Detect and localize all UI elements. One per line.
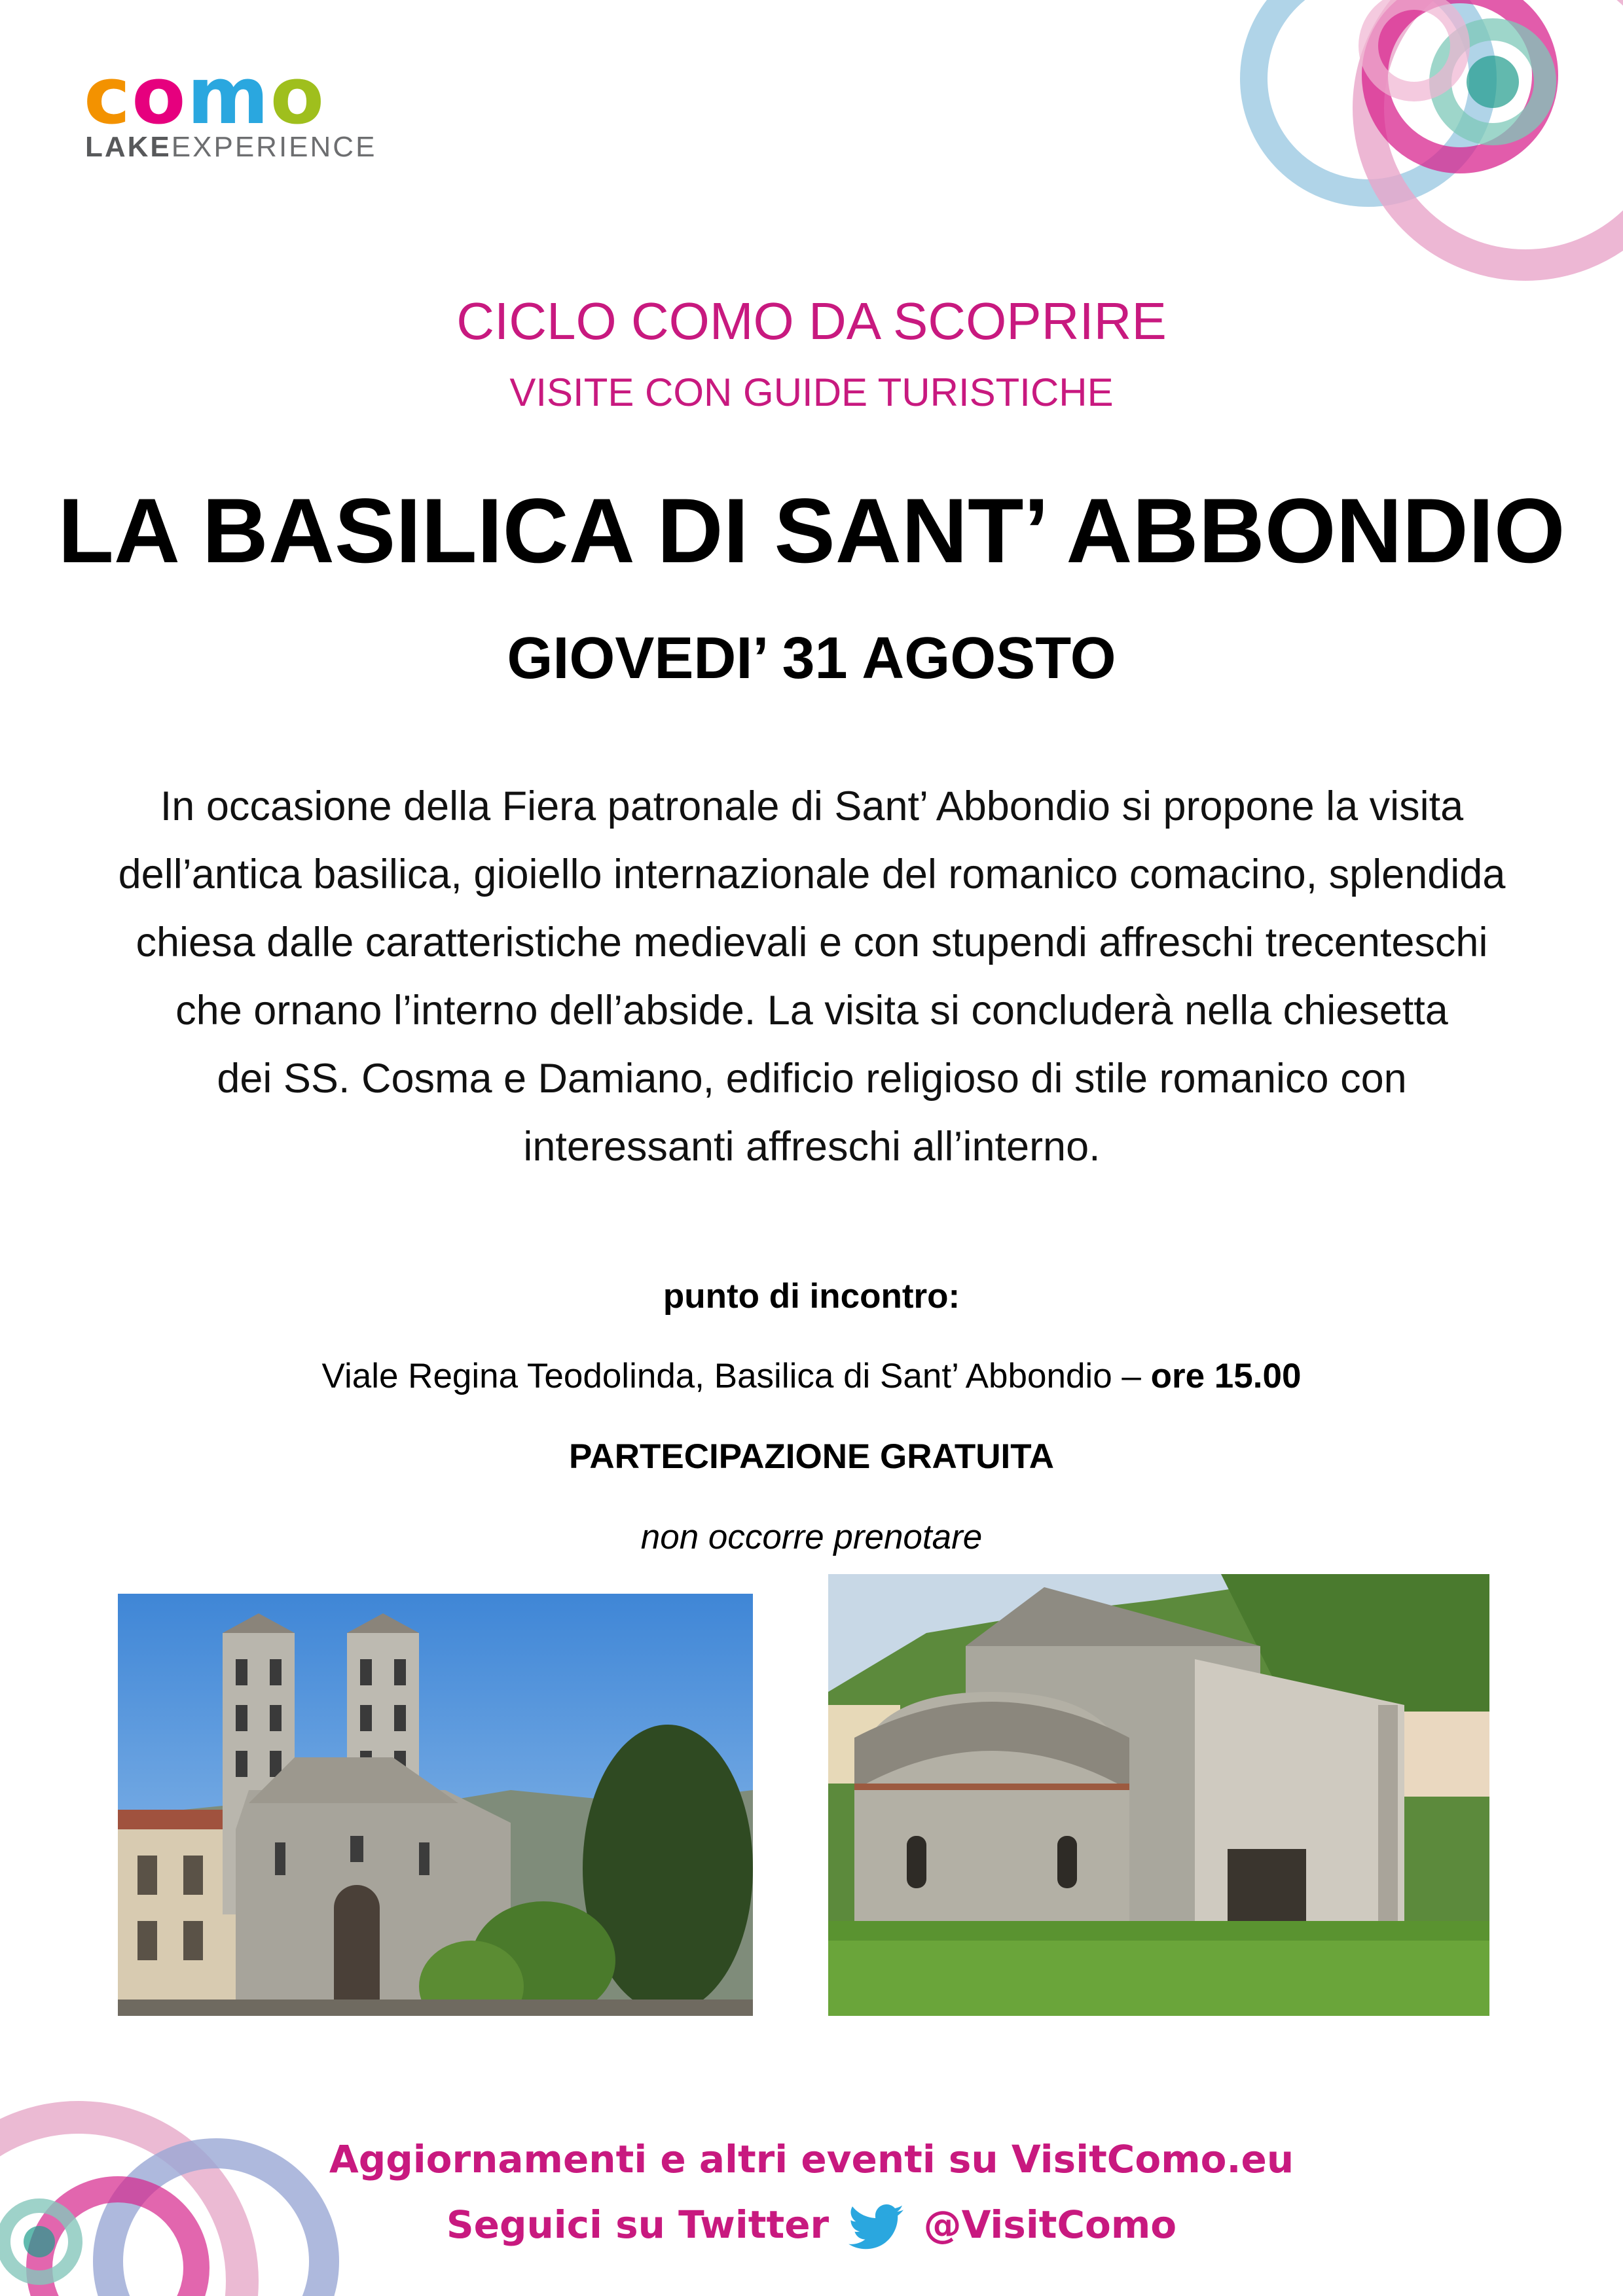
meeting-point-label: punto di incontro: — [663, 1277, 960, 1316]
series-subtitle: VISITE CON GUIDE TURISTICHE — [509, 370, 1114, 414]
series-title: CICLO COMO DA SCOPRIRE — [456, 292, 1167, 350]
logo-wordmark: como — [84, 51, 326, 142]
event-date: GIOVEDI’ 31 AGOSTO — [507, 626, 1116, 691]
footer-updates: Aggiornamenti e altri eventi su VisitComo.eu — [329, 2137, 1294, 2181]
twitter-bird-icon — [848, 2204, 903, 2250]
twitter-handle-link[interactable]: @VisitComo — [923, 2202, 1177, 2247]
logo-subtitle: LAKEEXPERIENCE — [85, 131, 377, 163]
meeting-address: Viale Regina Teodolinda, Basilica di Sant’ Abbondio – — [321, 1357, 1141, 1395]
footer-follow — [0, 2202, 1623, 2250]
church-ss-cosma-damiano-photo — [828, 1574, 1489, 2016]
meeting-time: ore 15.00 — [1150, 1357, 1302, 1395]
description-line: dell’antica basilica, gioiello internazionale del romanico comacino, splendida — [118, 852, 1506, 897]
decorative-rings-top — [1218, 0, 1623, 288]
booking-note: non occorre prenotare — [640, 1518, 983, 1556]
description-line: dei SS. Cosma e Damiano, edificio religioso di stile romanico con — [217, 1056, 1407, 1102]
follow-label: Seguici su Twitter — [446, 2202, 830, 2247]
basilica-photo — [118, 1594, 753, 2016]
event-title: LA BASILICA DI SANT’ ABBONDIO — [58, 479, 1565, 582]
meeting-place — [0, 1356, 1623, 1396]
event-description — [39, 772, 1584, 1181]
como-logo — [84, 51, 385, 163]
participation-note: PARTECIPAZIONE GRATUITA — [569, 1437, 1054, 1476]
description-line: In occasione della Fiera patronale di Sant’ Abbondio si propone la visita — [160, 783, 1464, 829]
description-line: chiesa dalle caratteristiche medievali e con stupendi affreschi trecenteschi — [136, 920, 1488, 965]
description-line: che ornano l’interno dell’abside. La visita si concluderà nella chiesetta — [175, 988, 1448, 1033]
description-line: interessanti affreschi all’interno. — [523, 1124, 1101, 1170]
